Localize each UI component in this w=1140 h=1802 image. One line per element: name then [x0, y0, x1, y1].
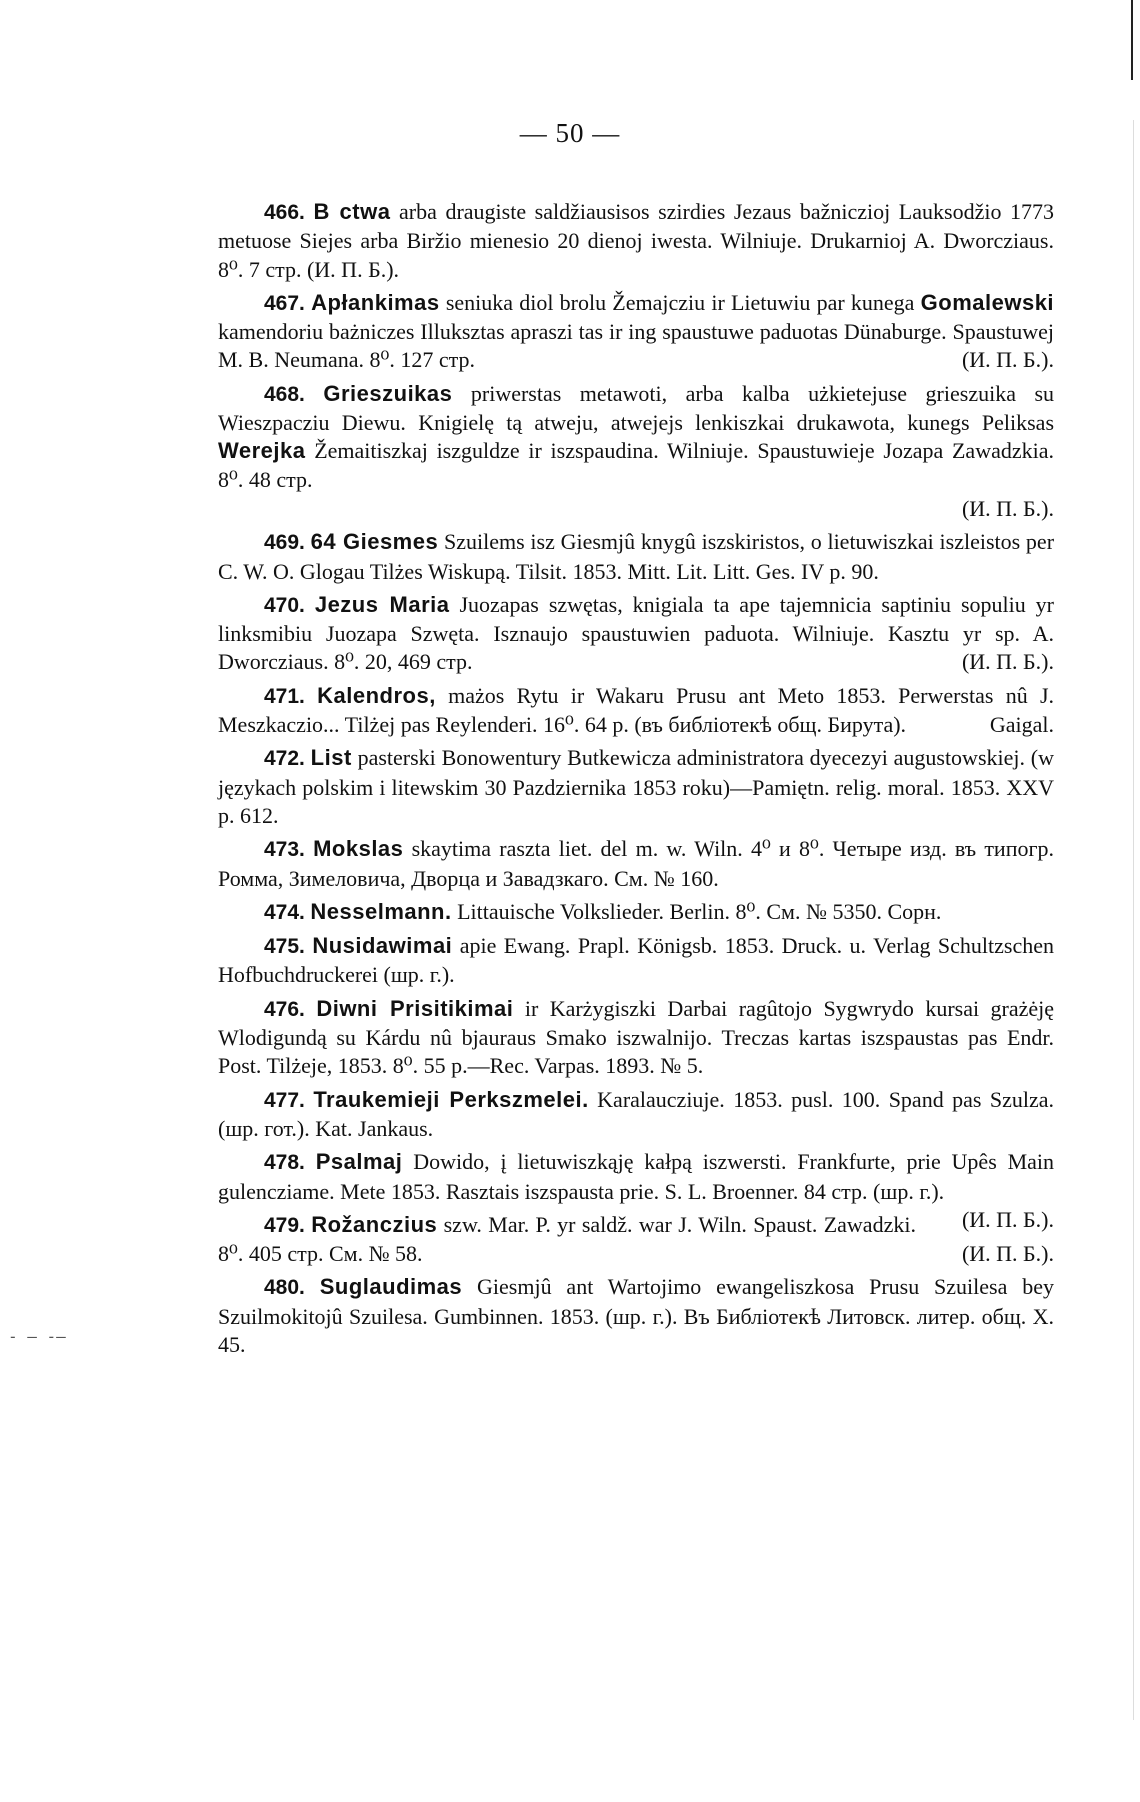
entry-heading: Grieszuikas	[323, 380, 453, 406]
entry-reference: (И. П. Б.).	[961, 347, 1054, 373]
entry-470	[218, 591, 1054, 677]
entry-number: 470.	[264, 593, 305, 617]
entry-474	[218, 898, 1054, 927]
entry-heading: Suglaudimas	[319, 1274, 463, 1300]
entry-text: Littauische Volkslieder. Berlin. 8⁰. См. № 5350. Сорн.	[457, 898, 942, 924]
entry-473	[218, 835, 1054, 893]
entry-number: 473.	[264, 838, 305, 862]
entry-reference: (И. П. Б.).	[961, 649, 1054, 675]
entry-text: Juozapas szwętas, knigiala ta ape tajemnicia saptiniu sopuliu yr linksmibiu Juozapa Szwęta. Isznaujo spaustuwien paduota. Wilniuje. Kasztu yr sp. A. Dworcziaus. 8⁰. 20, 469 стр.	[218, 591, 1055, 675]
entry-number: 476.	[264, 997, 305, 1021]
entry-text: Szuilems isz Giesmjû knygû iszskiristos, o lietuwiszkai iszleistos per C. W. O. Glogau Tilżes Wiskupą. Tilsit. 1853. Mitt. Lit. Litt. Ges. IV p. 90.	[218, 529, 1055, 584]
entry-heading: Nusidawimai	[312, 933, 453, 959]
entry-heading: Diwni Prisitikimai	[316, 995, 514, 1021]
scan-edge-shadow	[1133, 120, 1134, 1720]
entry-heading: Traukemieji Perkszmelei.	[313, 1086, 589, 1112]
entry-text: seniuka diol brolu Žemajcziu ir Lietuwiu par kunega	[445, 289, 915, 315]
entry-466	[218, 198, 1054, 284]
entry-reference: Gaigal.	[989, 712, 1054, 738]
entry-number: 466.	[264, 201, 305, 224]
entry-number: 471.	[264, 684, 305, 708]
entry-number: 480.	[264, 1276, 305, 1300]
entry-468-reference-line	[218, 495, 1054, 523]
entry-heading: 64 Giesmes	[310, 529, 439, 555]
entry-heading: B ctwa	[313, 199, 391, 224]
entry-text: pasterski Bonowentury Butkewicza administratora dyecezyi augustowskiej. (w językach polskim i litewskim 30 Pazdziernika 1853 roku)—Pamiętn. relig. moral. 1853. XXV p. 612.	[218, 745, 1054, 828]
entry-text: ir Karżygiszki Darbai ragûtojo Sygwrydo kursai grażėję Wlodigundą su Kárdu nû bjauraus Smako iszwalnijo. Treczas kartas iszspaustas pas Endr. Post. Tilżeje, 1853. 8⁰. 55 p.—Rec. Varpas. 1893. № 5.	[218, 995, 1055, 1079]
entry-number: 472.	[264, 747, 305, 771]
entry-reference: (И. П. Б.).	[961, 495, 1054, 521]
entry-number: 478.	[264, 1151, 305, 1175]
entry-number: 479.	[264, 1213, 305, 1237]
entry-heading: Rožanczius	[311, 1211, 438, 1237]
entry-text-continued: kamendoriu bażniczes Illuksztas apraszi tas ir ing spaustuwe paduotas Dünaburge. Spaustuwej M. B. Neumana. 8⁰. 127 стр.	[218, 319, 1054, 373]
entry-number: 475.	[264, 935, 305, 959]
entry-476	[218, 995, 1054, 1081]
entry-heading: Apłankimas	[311, 289, 440, 315]
entry-heading: Jezus Maria	[314, 591, 450, 617]
entry-text: apie Ewang. Prapl. Königsb. 1853. Druck. u. Verlag Schultzschen Hofbuchdruckerei (шр. г.).	[218, 933, 1055, 988]
entry-author: Gomalewski	[920, 289, 1055, 315]
scan-edge-line	[1131, 0, 1133, 80]
entry-text: skaytima raszta liet. del m. w. Wiln. 4⁰ и 8⁰. Четыре изд. въ типогр. Ромма, Зимеловича, Дворца и Завадзкаго. См. № 160.	[218, 836, 1055, 891]
entry-text: Dowido, į lietuwiszkąję kałpą iszwersti. Frankfurte, prie Upês Main gulencziame. Mete 1853. Rasztais iszspausta prie. S. L. Broenner. 84 стр. (шр. г.).	[218, 1149, 1055, 1204]
entry-heading: Kalendros,	[317, 682, 436, 708]
entry-text: szw. Mar. P. yr saldž. war J. Wiln. Spaust. Zawadzki. 8⁰. 405 стр. См. № 58.	[218, 1211, 916, 1267]
entry-text: arba draugiste saldžiausisos szirdies Jezaus bažniczioj Lauksodžio 1773 metuose Siejes arba Biržio mienesio 20 dienoj iwesta. Wilniuje. Drukarnioj A. Dworcziaus. 8⁰. 7 стр.	[218, 199, 1055, 282]
page-number: — 50 —	[519, 118, 621, 148]
entry-469	[218, 528, 1054, 586]
entry-text: mażos Rytu ir Wakaru Prusu ant Meto 1853. Perwerstas nû J. Meszkaczio... Tilżej pas Reylenderi. 16⁰. 64 p. (въ библіотекѣ общ. Бирута).	[218, 682, 1055, 738]
entry-467	[218, 289, 1054, 375]
entry-author: Werejka	[218, 438, 306, 464]
entry-471	[218, 682, 1054, 740]
entry-468	[218, 380, 1054, 494]
entry-number: 474.	[264, 900, 305, 924]
entry-number: 468.	[264, 382, 305, 406]
entry-472	[218, 744, 1054, 830]
entry-text: Giesmjû ant Wartojimo ewangeliszkosa Prusu Szuilesa bey Szuilmokitojû Szuilesa. Gumbinnen. 1853. (шр. г.). Въ Библіотекѣ Литовск. литер. общ. Х. 45.	[218, 1274, 1054, 1357]
entry-475	[218, 932, 1054, 990]
entry-number: 469.	[264, 531, 305, 555]
entry-reference: (И. П. Б.).	[306, 256, 400, 282]
entry-heading: Nesselmann.	[310, 898, 452, 924]
entry-heading: Psalmaj	[315, 1149, 403, 1175]
entry-477	[218, 1086, 1054, 1144]
entry-heading: List	[310, 745, 352, 771]
entry-number: 467.	[264, 291, 305, 315]
entry-text: priwerstas metawoti, arba kalba użkietejuse grieszuika su Wieszpacziu Diewu. Knigielę tą atweju, atwejejs lenkiszkai drukawota, kunegs Peliksas	[218, 380, 1055, 436]
entry-480	[218, 1273, 1054, 1359]
entry-reference: (И. П. Б.).	[961, 1241, 1054, 1267]
bibliography-column	[218, 198, 1054, 1364]
entry-number: 477.	[264, 1088, 305, 1112]
entry-heading: Mokslas	[313, 836, 404, 862]
entry-text-continued: Žemaitiszkaj iszguldze ir iszspaudina. Wilniuje. Spaustuwieje Jozapa Zawadzkia. 8⁰. 48 стр.	[218, 438, 1054, 492]
entry-text: Karalaucziuje. 1853. pusl. 100. Spand pas Szulza. (шр. гот.). Kat. Jankaus.	[218, 1086, 1055, 1141]
margin-mark: - — -—	[8, 1327, 66, 1346]
entry-reference: (И. П. Б.).	[961, 1206, 1054, 1232]
